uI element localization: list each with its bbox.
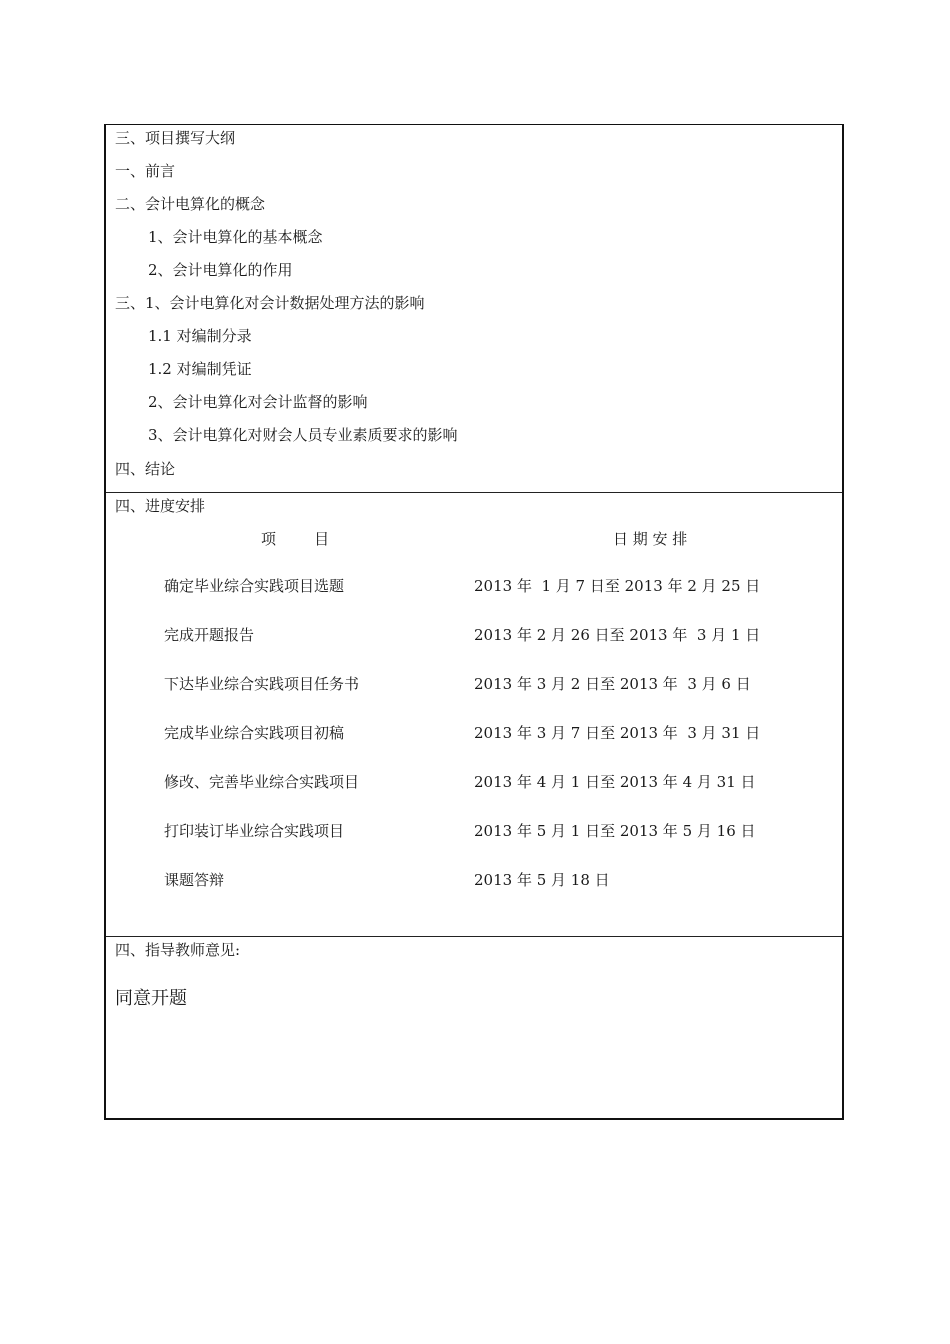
advisor-opinion-section — [106, 937, 842, 1118]
outline-item: 1、会计电算化的基本概念 — [148, 228, 323, 246]
schedule-date: 2013 年 5 月 18 日 — [474, 871, 610, 889]
schedule-item: 完成毕业综合实践项目初稿 — [164, 724, 345, 742]
schedule-date: 2013 年 3 月 2 日至 2013 年 3 月 6 日 — [474, 675, 751, 693]
proposal-form-table — [104, 124, 844, 1120]
outline-item: 三、1、会计电算化对会计数据处理方法的影响 — [115, 294, 425, 312]
outline-item: 四、结论 — [115, 460, 176, 478]
schedule-row — [106, 624, 842, 646]
schedule-row — [106, 869, 842, 891]
schedule-item: 课题答辩 — [164, 871, 225, 889]
schedule-item: 完成开题报告 — [164, 626, 255, 644]
outline-item: 1.1 对编制分录 — [148, 327, 252, 345]
schedule-column-date-header: 日 期 安 排 — [613, 530, 688, 548]
outline-item: 1.2 对编制凭证 — [148, 360, 252, 378]
schedule-title: 四、进度安排 — [115, 497, 206, 515]
schedule-item: 打印装订毕业综合实践项目 — [164, 822, 345, 840]
outline-section — [106, 125, 842, 493]
outline-item: 2、会计电算化的作用 — [148, 261, 293, 279]
schedule-column-item-header: 项 目 — [261, 530, 330, 548]
schedule-row — [106, 575, 842, 597]
schedule-row — [106, 722, 842, 744]
advisor-opinion-text: 同意开题 — [115, 988, 187, 1009]
schedule-item: 下达毕业综合实践项目任务书 — [164, 675, 360, 693]
outline-item: 2、会计电算化对会计监督的影响 — [148, 393, 368, 411]
outline-item: 3、会计电算化对财会人员专业素质要求的影响 — [148, 426, 458, 444]
schedule-item: 修改、完善毕业综合实践项目 — [164, 773, 360, 791]
schedule-row — [106, 771, 842, 793]
schedule-date: 2013 年 2 月 26 日至 2013 年 3 月 1 日 — [474, 626, 761, 644]
schedule-date: 2013 年 3 月 7 日至 2013 年 3 月 31 日 — [474, 724, 761, 742]
outline-item: 一、前言 — [115, 162, 176, 180]
schedule-item: 确定毕业综合实践项目选题 — [164, 577, 345, 595]
advisor-opinion-title: 四、指导教师意见: — [115, 941, 241, 959]
schedule-row — [106, 820, 842, 842]
schedule-date: 2013 年 1 月 7 日至 2013 年 2 月 25 日 — [474, 577, 761, 595]
schedule-row — [106, 673, 842, 695]
outline-title: 三、项目撰写大纲 — [115, 129, 236, 147]
outline-item: 二、会计电算化的概念 — [115, 195, 266, 213]
schedule-date: 2013 年 5 月 1 日至 2013 年 5 月 16 日 — [474, 822, 756, 840]
schedule-section — [106, 493, 842, 937]
schedule-date: 2013 年 4 月 1 日至 2013 年 4 月 31 日 — [474, 773, 756, 791]
